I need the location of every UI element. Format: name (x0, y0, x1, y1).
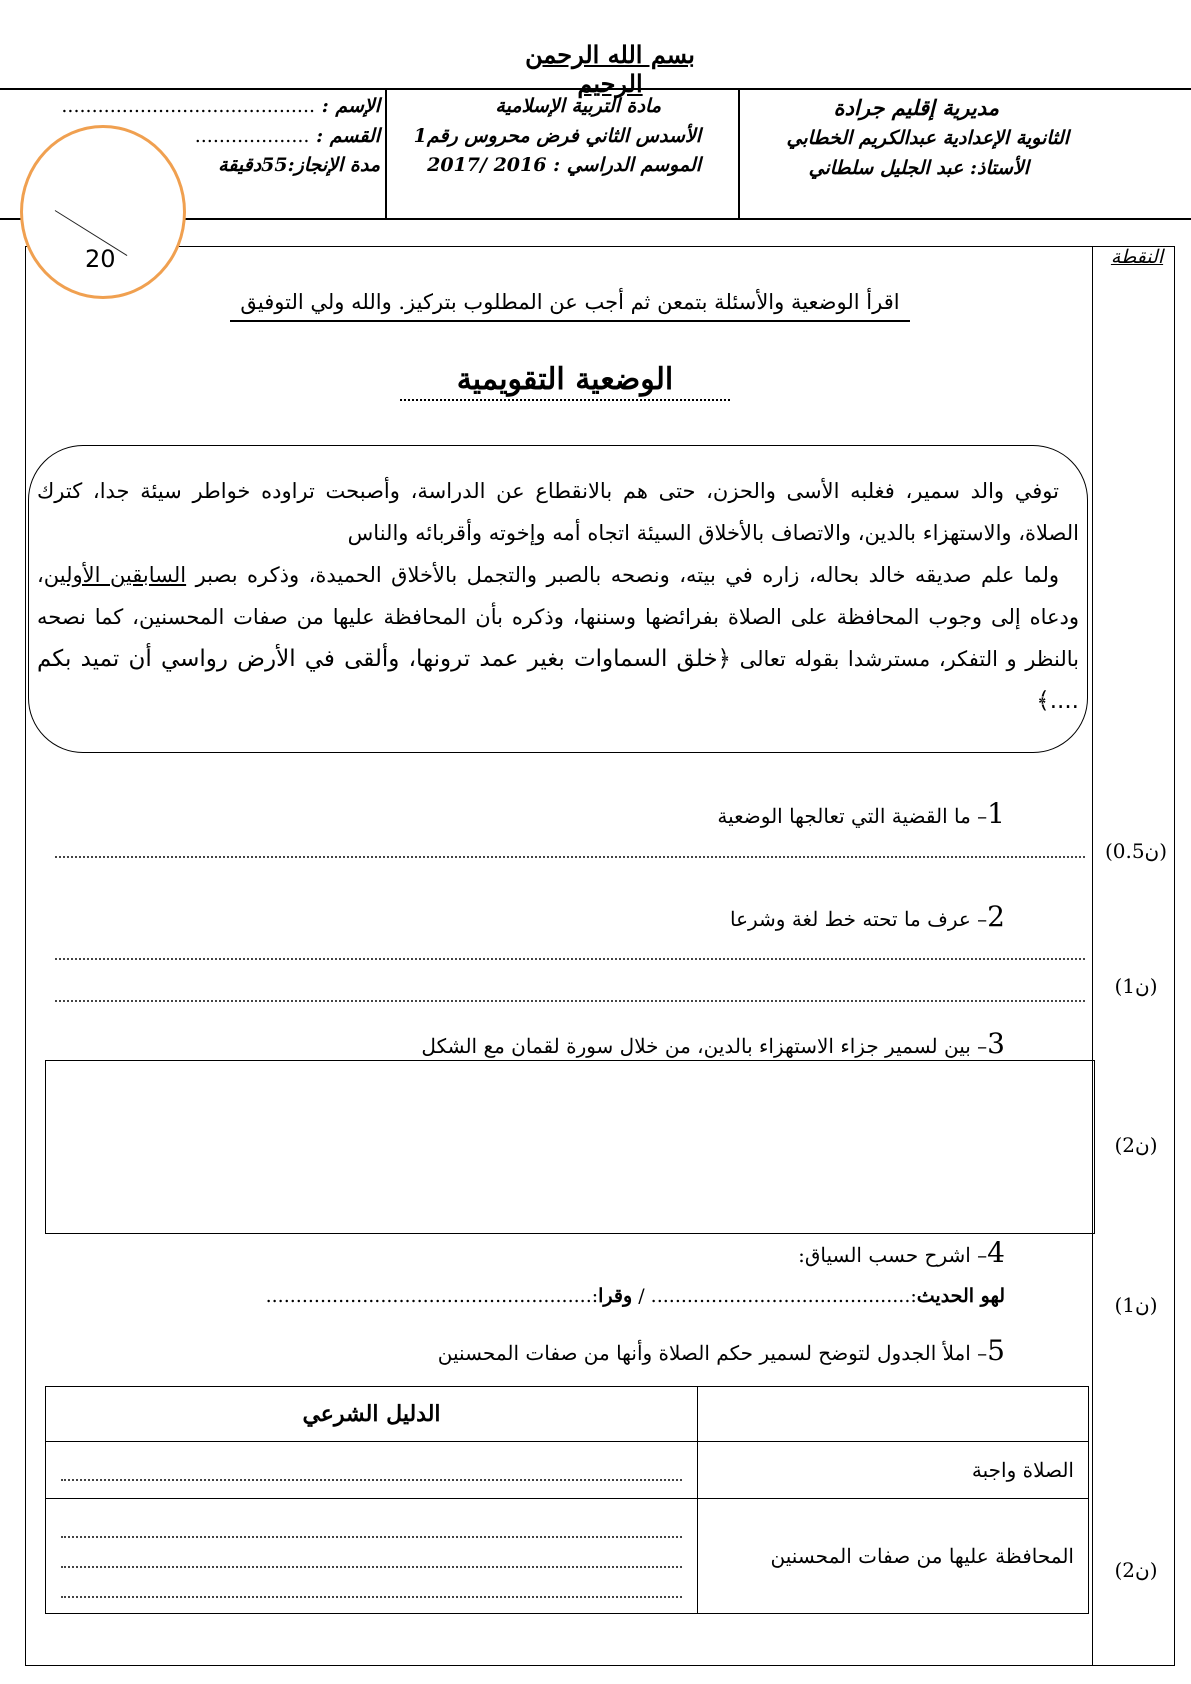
question-1: 1– ما القضية التي تعالجها الوضعية (717, 797, 1005, 830)
class-field[interactable]: القسم : ................... (194, 124, 380, 147)
grade-total: 20 (85, 245, 116, 273)
table-header-row (46, 1387, 1089, 1442)
school-year: الموسم الدراسي : 2016 /2017 (427, 154, 701, 177)
situation-paragraph-2: ولما علم صديقه خالد بحاله، زاره في بيته، ونصحه بالصبر والتجمل بالأخلاق الحميدة، وذكره بصبر السابقين الأولين، ودعاه إلى وجوب المحافظة على الصلاة بفرائضها وسننها، وذكره بأن المحافظة عليها من صفات المحسنين، كما نصحه بالنظر و التفكر، مسترشدا بقوله تعالى ﴿خلق السماوات بغير عمد ترونها، وألقى في الأرض رواسي أن تميد بكم ....﴾ (37, 563, 1079, 714)
instructions: اقرأ الوضعية والأسئلة بتمعن ثم أجب عن المطلوب بتركيز. والله ولي التوفيق (230, 290, 910, 322)
points-column-divider (1092, 246, 1093, 1666)
duration: مدة الإنجاز:55دقيقة (218, 154, 380, 177)
points-q2: (1ن) (1114, 974, 1158, 998)
answer-dots[interactable]: :........................................... (650, 1285, 917, 1307)
quran-verse: ﴿خلق السماوات بغير عمد ترونها، وألقى في الأرض رواسي أن تميد بكم ....﴾ (37, 646, 1079, 714)
situation-paragraph-1: توفي والد سمير، فغلبه الأسى والحزن، حتى هم بالانقطاع عن الدراسة، وأصبحت تراوده خواطر سيئة جدا، كترك الصلاة، والاستهزاء بالدين، والاتصاف بالأخلاق السيئة اتجاه أمه وإخوته وأقربائه والناس (37, 479, 1079, 545)
answer-table (45, 1386, 1089, 1614)
teacher-name: الأستاذ: عبد الجليل سلطاني (808, 156, 1029, 179)
answer-line[interactable] (55, 958, 1085, 960)
question-4-terms: لهو الحديث:........................................... / وقرا:...................................................... (265, 1285, 1005, 1307)
situation-title: الوضعية التقويمية (400, 362, 730, 401)
term-waqra: وقرا (598, 1285, 633, 1307)
answer-box[interactable] (45, 1060, 1095, 1234)
question-2: 2– عرف ما تحته خط لغة وشرعا (729, 900, 1005, 933)
evidence-cell[interactable] (46, 1442, 698, 1499)
evidence-cell[interactable] (46, 1499, 698, 1614)
answer-line[interactable] (55, 856, 1085, 858)
basmala: بسم الله الرحمن الرحيم (525, 40, 695, 98)
row-label: الصلاة واجبة (698, 1442, 1089, 1499)
question-5: 5– املأ الجدول لتوضح لسمير حكم الصلاة وأنها من صفات المحسنين (437, 1334, 1005, 1367)
header-exam-info (395, 94, 731, 179)
points-q1: (0.5ن) (1104, 839, 1168, 863)
name-field[interactable]: الإسم : .......................................... (61, 95, 380, 117)
question-4: 4– اشرح حسب السياق: (798, 1236, 1005, 1269)
table-row (46, 1499, 1089, 1614)
points-q4: (1ن) (1114, 1293, 1158, 1317)
school-name: الثانوية الإعدادية عبدالكريم الخطابي (786, 127, 1069, 150)
table-row (46, 1442, 1089, 1499)
subject: مادة التربية الإسلامية (495, 95, 661, 117)
exam-title: الأسدس الثاني فرض محروس رقم1 (413, 124, 701, 147)
question-3: 3– بين لسمير جزاء الاستهزاء بالدين، من خلال سورة لقمان مع الشكل (421, 1027, 1005, 1060)
row-label: المحافظة عليها من صفات المحسنين (698, 1499, 1089, 1614)
points-column-header: النقطة (1110, 246, 1164, 268)
points-q3: (2ن) (1114, 1133, 1158, 1157)
answer-line[interactable] (55, 1000, 1085, 1002)
answer-dots[interactable]: :...................................................... (265, 1285, 599, 1307)
situation-box (28, 445, 1088, 753)
underlined-term: السابقين الأولين (43, 563, 187, 587)
table-empty-header (698, 1387, 1089, 1442)
directorate: مديرية إقليم جرادة (833, 95, 999, 120)
points-q5: (2ن) (1114, 1558, 1158, 1582)
table-header-evidence: الدليل الشرعي (46, 1387, 698, 1442)
term-lahw: لهو الحديث (916, 1285, 1005, 1307)
